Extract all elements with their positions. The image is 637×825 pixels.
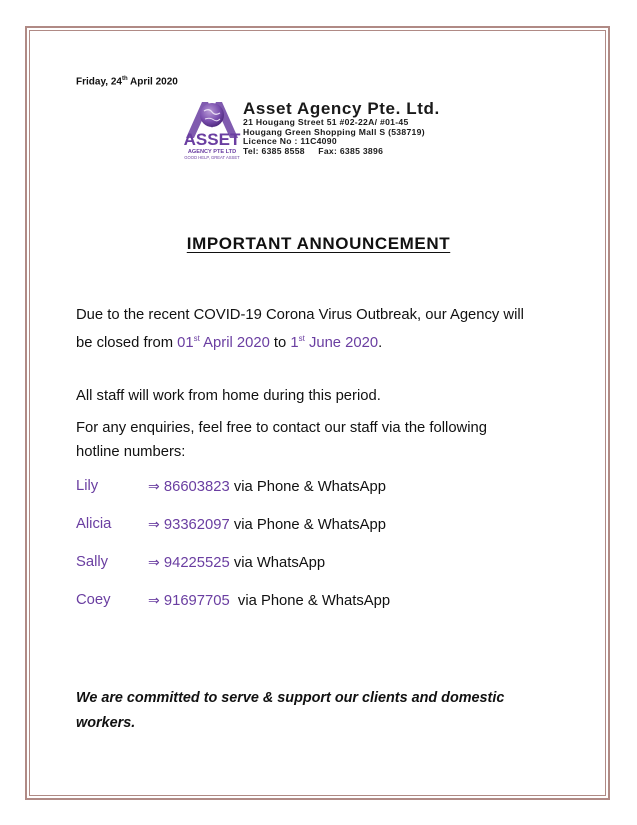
company-info: [243, 100, 440, 155]
arrow-icon: ⇒: [148, 554, 160, 570]
contact-row-coey: Coey ⇒ 91697705 via Phone & WhatsApp: [76, 592, 391, 609]
announcement-heading: IMPORTANT ANNOUNCEMENT: [186, 234, 451, 253]
enquiries-note: For any enquiries, feel free to contact our staff via the following hotline numbers:: [76, 420, 487, 460]
closure-notice: Due to the recent COVID-19 Corona Virus Outbreak, our Agency will be closed from 01st April 2020 to 1st June 2020.: [76, 307, 524, 351]
svg-text:GOOD HELP, GREAT ASSET: GOOD HELP, GREAT ASSET: [184, 155, 240, 160]
work-from-home-note: All staff will work from home during this period.: [76, 388, 381, 404]
company-logo: [176, 98, 248, 162]
contact-row-lily: Lily ⇒ 86603823 via Phone & WhatsApp: [76, 478, 386, 495]
company-phone-fax: Tel: 6385 8558 Fax: 6385 3896: [243, 145, 384, 156]
globe-logo-icon: [176, 98, 248, 162]
phone-number[interactable]: 94225525: [163, 555, 230, 571]
company-name: Asset Agency Pte. Ltd.: [243, 99, 440, 118]
closing-statement: We are committed to serve & support our clients and domestic workers.: [76, 690, 505, 731]
arrow-icon: ⇒: [148, 592, 160, 608]
phone-number[interactable]: 86603823: [163, 479, 230, 495]
svg-text:AGENCY PTE LTD: AGENCY PTE LTD: [187, 149, 237, 155]
contact-row-sally: Sally ⇒ 94225525 via WhatsApp: [76, 554, 326, 571]
company-address-1: 21 Hougang Street 51 #02-22A/ #01-45: [243, 117, 409, 127]
company-licence: Licence No : 11C4090: [243, 136, 337, 147]
arrow-icon: ⇒: [148, 478, 160, 494]
phone-number[interactable]: 91697705: [163, 593, 230, 609]
svg-text:ASSET: ASSET: [183, 130, 241, 149]
contact-row-alicia: Alicia ⇒ 93362097 via Phone & WhatsApp: [76, 516, 386, 533]
letter-date: Friday, 24th April 2020: [76, 76, 178, 88]
arrow-icon: ⇒: [148, 516, 160, 532]
company-address-2: Hougang Green Shopping Mall S (538719): [243, 126, 425, 137]
phone-number[interactable]: 93362097: [163, 517, 230, 533]
